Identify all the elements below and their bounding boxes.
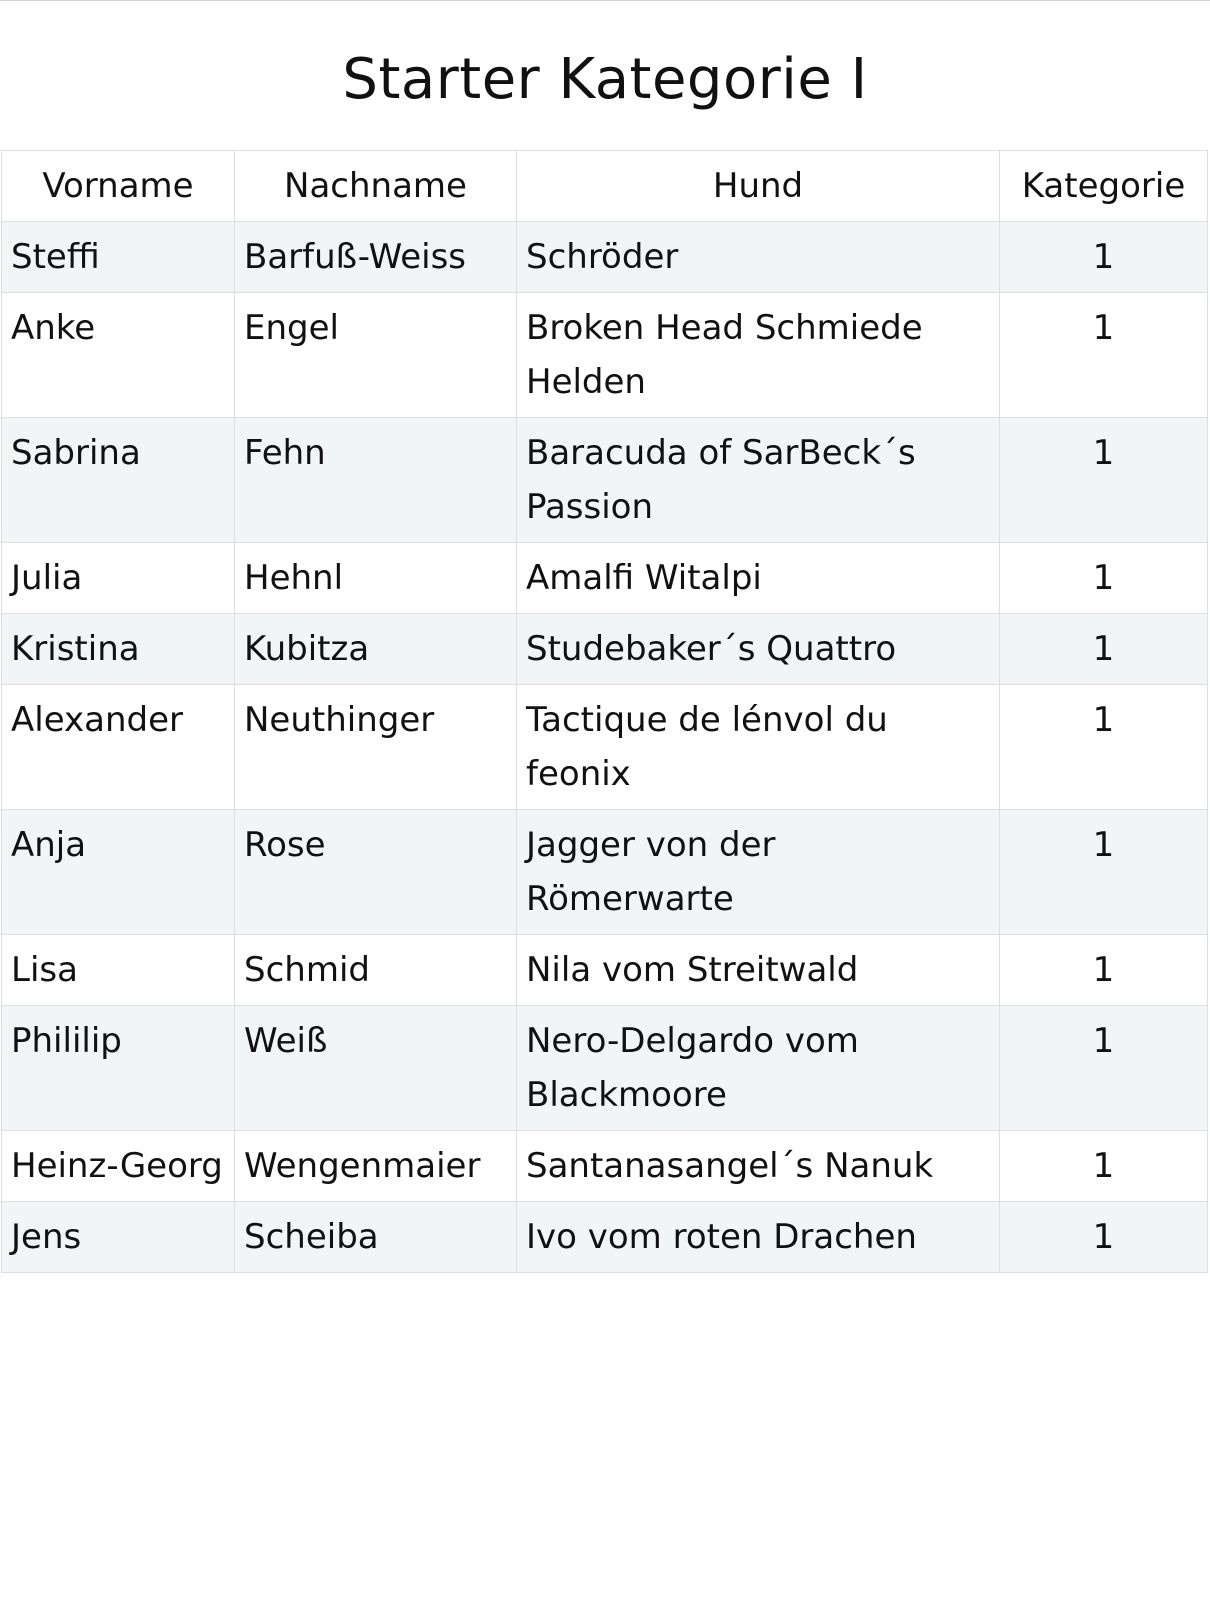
cell-hund: Tactique de lénvol du feonix — [517, 685, 1000, 810]
cell-vorname: Phililip — [2, 1006, 235, 1131]
table-row — [2, 1131, 1208, 1202]
starter-table — [1, 150, 1208, 1273]
cell-hund: Nero-Delgardo vom Blackmoore — [517, 1006, 1000, 1131]
cell-hund: Baracuda of SarBeck´s Passion — [517, 418, 1000, 543]
cell-vorname: Alexander — [2, 685, 235, 810]
cell-hund: Broken Head Schmiede Helden — [517, 293, 1000, 418]
column-header-nachname: Nachname — [235, 151, 517, 222]
cell-kategorie: 1 — [1000, 418, 1208, 543]
cell-hund: Santanasangel´s Nanuk — [517, 1131, 1000, 1202]
cell-kategorie: 1 — [1000, 543, 1208, 614]
cell-hund: Amalfi Witalpi — [517, 543, 1000, 614]
cell-nachname: Fehn — [235, 418, 517, 543]
table-row — [2, 1006, 1208, 1131]
cell-nachname: Kubitza — [235, 614, 517, 685]
cell-hund: Jagger von der Römerwarte — [517, 810, 1000, 935]
cell-vorname: Jens — [2, 1202, 235, 1273]
cell-nachname: Neuthinger — [235, 685, 517, 810]
table-row — [2, 810, 1208, 935]
cell-vorname: Heinz-Georg — [2, 1131, 235, 1202]
cell-hund: Studebaker´s Quattro — [517, 614, 1000, 685]
table-row — [2, 685, 1208, 810]
cell-vorname: Lisa — [2, 935, 235, 1006]
cell-kategorie: 1 — [1000, 1131, 1208, 1202]
cell-nachname: Schmid — [235, 935, 517, 1006]
cell-kategorie: 1 — [1000, 614, 1208, 685]
cell-vorname: Julia — [2, 543, 235, 614]
cell-kategorie: 1 — [1000, 810, 1208, 935]
cell-nachname: Wengenmaier — [235, 1131, 517, 1202]
cell-kategorie: 1 — [1000, 685, 1208, 810]
cell-vorname: Sabrina — [2, 418, 235, 543]
cell-hund: Ivo vom roten Drachen — [517, 1202, 1000, 1273]
cell-nachname: Rose — [235, 810, 517, 935]
cell-nachname: Weiß — [235, 1006, 517, 1131]
cell-kategorie: 1 — [1000, 1202, 1208, 1273]
table-row — [2, 222, 1208, 293]
cell-vorname: Anja — [2, 810, 235, 935]
table-row — [2, 1202, 1208, 1273]
table-row — [2, 935, 1208, 1006]
cell-vorname: Steffi — [2, 222, 235, 293]
top-divider — [0, 0, 1210, 1]
cell-hund: Schröder — [517, 222, 1000, 293]
cell-kategorie: 1 — [1000, 1006, 1208, 1131]
cell-kategorie: 1 — [1000, 293, 1208, 418]
column-header-hund: Hund — [517, 151, 1000, 222]
cell-hund: Nila vom Streitwald — [517, 935, 1000, 1006]
cell-kategorie: 1 — [1000, 222, 1208, 293]
table-header-row — [2, 151, 1208, 222]
cell-vorname: Kristina — [2, 614, 235, 685]
column-header-vorname: Vorname — [2, 151, 235, 222]
page-title: Starter Kategorie I — [342, 47, 868, 112]
table-row — [2, 543, 1208, 614]
cell-vorname: Anke — [2, 293, 235, 418]
cell-nachname: Engel — [235, 293, 517, 418]
cell-nachname: Hehnl — [235, 543, 517, 614]
table-row — [2, 614, 1208, 685]
cell-nachname: Scheiba — [235, 1202, 517, 1273]
cell-nachname: Barfuß-Weiss — [235, 222, 517, 293]
table-row — [2, 293, 1208, 418]
table-row — [2, 418, 1208, 543]
cell-kategorie: 1 — [1000, 935, 1208, 1006]
column-header-kategorie: Kategorie — [1000, 151, 1208, 222]
